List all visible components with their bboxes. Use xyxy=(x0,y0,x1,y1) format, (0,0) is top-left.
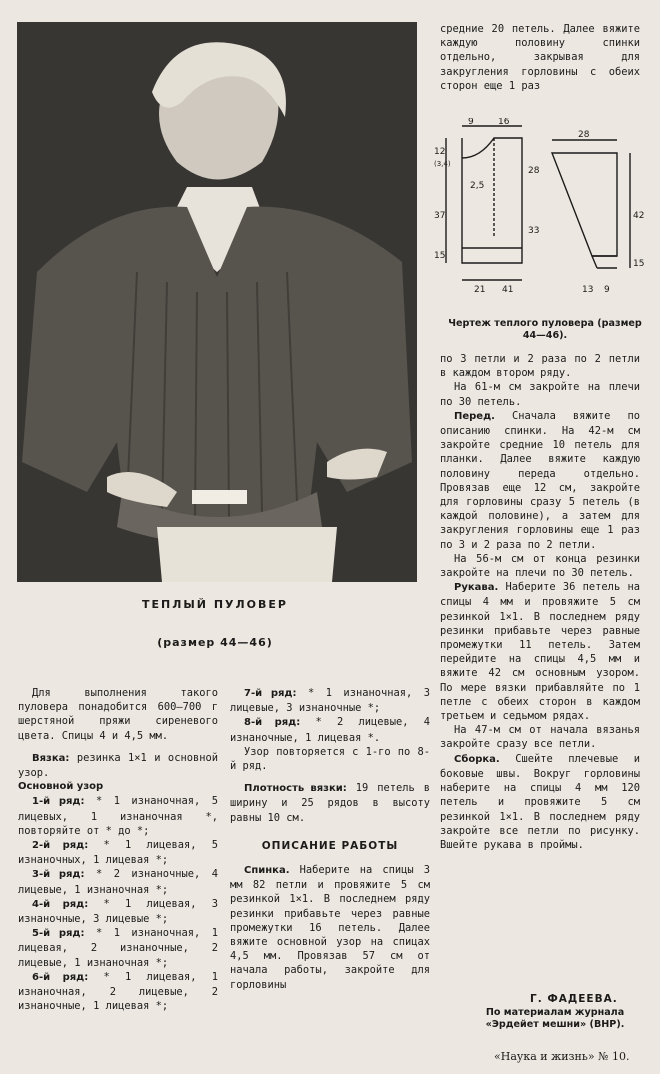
row-6 xyxy=(18,970,218,1014)
row-text: * 1 изнаночная, 3 лицевые, 3 изнаночные *; xyxy=(230,687,430,715)
row-1 xyxy=(18,794,218,838)
author: Г. ФАДЕЕВА. xyxy=(530,993,618,1005)
back-paragraph xyxy=(230,863,430,992)
sleeve-paragraph xyxy=(440,580,640,723)
label-bottom-right: 41 xyxy=(502,285,514,295)
row-text: * 1 лицевая, 3 изнаночные, 3 лицевые *; xyxy=(18,897,218,926)
row-label: 8-й ряд: xyxy=(244,717,301,729)
back-text-start: Наберите на спицы 3 мм 82 петли и провяжите 5 см резинкой 1×1. В последнем ряду резинки прибавьте через равные промежутки 16 петель. Далее вяжите основной узор на спицах 4,5 мм. Провязав 57 см от начала работы, закройте для горловины xyxy=(230,864,430,991)
front-label: Перед. xyxy=(454,410,495,422)
row-text: * 1 изнаночная, 1 лицевая, 2 изнаночные, 2 лицевые, 1 изнаночная *; xyxy=(18,927,218,969)
row-label: 7-й ряд: xyxy=(244,688,297,699)
article-size: (размер 44—46) xyxy=(157,636,273,649)
row-4 xyxy=(18,897,218,926)
column-right-top xyxy=(440,22,640,93)
label-rib: 15 xyxy=(434,251,446,261)
column-middle xyxy=(230,686,430,992)
label-sleeve-b1: 13 xyxy=(582,285,594,295)
front-text: Сначала вяжите по описанию спинки. На 42-м см закройте средние 10 петель для планки. Далее вяжите каждую половину переда отдельно. Провязав еще 12 см, закройте для горловины сразу 5 петель (в каждой половине), а затем для закругления горловины еще 1 раз по 3 и 2 раза по 2 петли. xyxy=(440,409,640,551)
diagram-drawing xyxy=(432,118,647,318)
intro-text: Для выполнения такого пуловера понадобится 600—700 г шерстяной пряжи сиреневого цвета. Спицы 4 и 4,5 мм. xyxy=(18,687,218,742)
journal-footer: «Наука и жизнь» № 10. xyxy=(494,1050,630,1063)
label-neck-sub: (3,4) xyxy=(434,160,451,168)
assembly-label: Сборка. xyxy=(454,753,500,765)
density-text: 19 петель в ширину и 25 рядов в высоту равны 10 см. xyxy=(230,782,430,824)
label-bottom-left: 21 xyxy=(474,285,486,295)
density-label: Плотность вязки: xyxy=(244,783,347,795)
article-title: ТЕПЛЫЙ ПУЛОВЕР xyxy=(142,598,288,611)
row-label: 2-й ряд: xyxy=(32,840,89,852)
front-paragraph xyxy=(440,409,640,552)
repeat-note: Узор повторяется с 1-го по 8-й ряд. xyxy=(230,745,430,773)
row-text: * 1 лицевая, 5 изнаночных, 1 лицевая *; xyxy=(18,839,218,867)
label-top-right: 16 xyxy=(498,118,510,127)
back-label: Спинка. xyxy=(244,865,290,877)
label-sleeve-rib: 15 xyxy=(633,259,645,269)
label-side: 28 xyxy=(528,166,540,176)
label-front-drop: 2,5 xyxy=(470,181,485,191)
row-text: * 1 лицевая, 1 изнаночная, 2 лицевые, 2 изнаночные, 1 лицевая *; xyxy=(18,970,218,1013)
row-label: 5-й ряд: xyxy=(32,928,85,940)
front-shoulder-text: На 56-м см от конца резинки закройте на плечи по 30 петель. xyxy=(440,552,640,580)
model-photo xyxy=(17,22,417,582)
row-2 xyxy=(18,838,218,867)
assembly-paragraph xyxy=(440,752,640,852)
back-outline xyxy=(462,138,522,263)
label-neck: 12 xyxy=(434,147,446,157)
label-sleeve-top: 28 xyxy=(578,130,590,140)
work-heading: ОПИСАНИЕ РАБОТЫ xyxy=(261,839,399,852)
shoulder-text: На 61-м см закройте на плечи по 30 петель. xyxy=(440,381,640,408)
sleeve-label: Рукава. xyxy=(454,582,499,594)
row-label: 1-й ряд: xyxy=(32,796,85,808)
column-right-bottom xyxy=(440,352,640,852)
label-sleeve-b2: 9 xyxy=(604,285,610,295)
row-text: * 2 лицевые, 4 изнаночные, 1 лицевая *. xyxy=(230,716,430,744)
row-label: 6-й ряд: xyxy=(32,971,89,983)
knitting-paragraph xyxy=(18,751,218,780)
row-5 xyxy=(18,926,218,970)
knitting-label: Вязка: xyxy=(32,752,70,764)
sleeve-outline xyxy=(552,153,617,256)
back-text-end: по 3 петли и 2 раза по 2 петли в каждом втором ряду. xyxy=(440,353,640,380)
pattern-heading: Основной узор xyxy=(18,781,104,793)
pattern-diagram xyxy=(432,118,647,318)
row-3 xyxy=(18,867,218,896)
sleeve-text: Наберите 36 петель на спицы 4 мм и провяжите 5 см резинкой 1×1. В последнем ряду резинки прибавьте через равные промежутки 11 петель. Затем перейдите на спицы 4,5 мм и вяжите 42 см основным узором. По мере вязки прибавляйте по 1 петле с обеих сторон в каждом третьем и седьмом рядах. xyxy=(440,581,640,723)
row-label: 4-й ряд: xyxy=(32,898,89,910)
density-paragraph xyxy=(230,781,430,825)
back-text-cont: средние 20 петель. Далее вяжите каждую половину спинки отдельно, закрывая для закругления горловины с обеих сторон еще 1 раз xyxy=(440,23,640,92)
sleeve-end-text: На 47-м см от начала вязанья закройте сразу все петли. xyxy=(440,724,640,751)
knitting-text: резинка 1×1 и основной узор. xyxy=(18,751,218,780)
sweater-photo-illustration xyxy=(17,22,417,582)
assembly-text: Сшейте плечевые и боковые швы. Вокруг горловины наберите на спицы 4 мм 120 петель и провяжите 5 см резинкой 1×1. В последнем ряду закройте все петли по рисунку. Вшейте рукава в проймы. xyxy=(440,752,640,851)
label-side2: 33 xyxy=(528,226,540,236)
diagram-caption: Чертеж теплого пуловера (размер 44—46). xyxy=(448,318,642,341)
source-note: По материалам журнала «Эрдейет мешни» (ВНР). xyxy=(485,1007,625,1030)
row-text: * 1 изнаночная, 5 лицевых, 1 изнаночная *, повторяйте от * до *; xyxy=(18,795,218,837)
label-top-left: 9 xyxy=(468,118,474,127)
label-sleeve-len: 42 xyxy=(633,211,645,221)
row-8 xyxy=(230,715,430,744)
row-text: * 2 изнаночные, 4 лицевые, 1 изнаночная *; xyxy=(18,868,218,896)
column-left xyxy=(18,686,218,1013)
row-7 xyxy=(230,686,430,715)
row-label: 3-й ряд: xyxy=(32,869,85,881)
label-body: 37 xyxy=(434,211,446,221)
